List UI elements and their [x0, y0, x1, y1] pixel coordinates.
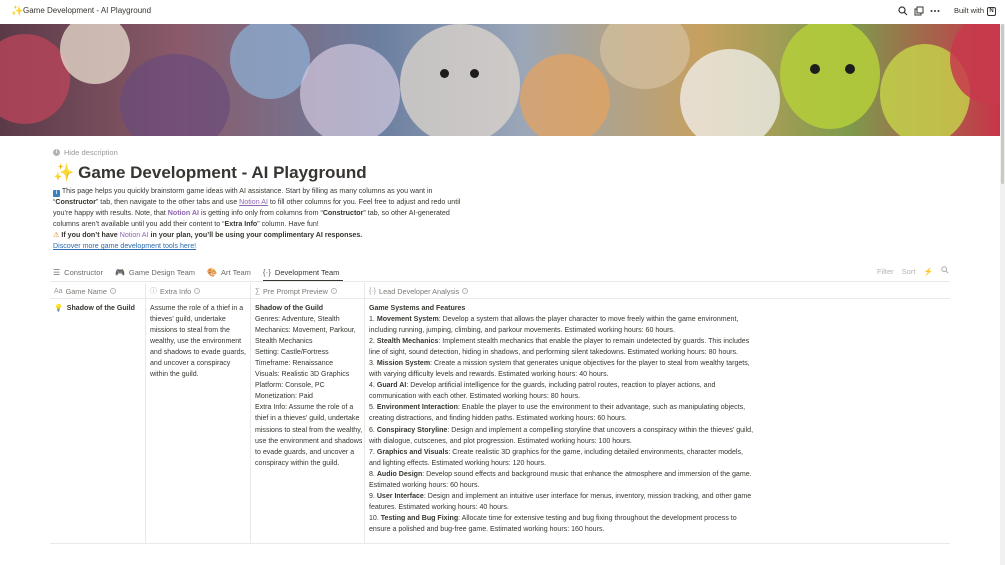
column-header-extra-info[interactable] — [146, 283, 250, 299]
column-header-lead-developer-analysis[interactable] — [365, 283, 665, 299]
description-text: This page helps you quickly brainstorm game ideas with AI assistance. Start by filling as many columns as you want in “ — [53, 187, 433, 206]
tab-art-team[interactable] — [207, 263, 253, 281]
sort-button[interactable]: Sort — [901, 266, 916, 276]
analysis-heading: Game Systems and Features — [369, 305, 466, 312]
description-text: ” column. Have fun! — [257, 220, 319, 228]
tabs-divider — [50, 281, 950, 282]
tab-constructor[interactable] — [53, 263, 105, 281]
discover-tools-link[interactable]: Discover more game development tools here! — [53, 242, 197, 250]
tab-game-design-team[interactable] — [115, 263, 197, 281]
description-paragraph — [53, 186, 463, 230]
analysis-item: 8. Audio Design: Develop sound effects and background music that enhance the atmosphere and immersion of the game. Estimated working hours: 60 hours. — [369, 470, 752, 489]
page-title[interactable] — [53, 163, 367, 183]
analysis-item: 5. Environment Interaction: Enable the player to use the environment to their advantage, such as manipulating objects, creating distractions, and finding hidden paths. Estimated working hours: 60 hours. — [369, 404, 746, 423]
notion-ai-mention: Notion AI — [119, 231, 149, 239]
lightbulb-icon: 💡 — [54, 305, 63, 312]
analysis-item: 10. Testing and Bug Fixing: Allocate time for extensive testing and bug fixing throughout the development process to ensure a polished and bug-free game. Estimated working hours: 160 hours. — [369, 514, 737, 533]
warning-text: in your plan, you’ll be using your complimentary AI responses. — [148, 231, 363, 239]
code-icon: {·} — [369, 287, 377, 295]
built-with-label: Built with — [954, 6, 985, 15]
built-with-button[interactable] — [950, 3, 1000, 19]
column-divider — [145, 283, 146, 544]
cell-game-name[interactable] — [54, 303, 144, 314]
palette-icon: 🎨 — [207, 267, 218, 277]
preview-timeframe: Timeframe: Renaissance — [255, 360, 334, 368]
notion-ai-mention: Notion AI — [167, 209, 200, 217]
tab-label: Constructor — [64, 267, 103, 277]
search-icon[interactable] — [941, 266, 949, 276]
preview-platform: Platform: Console, PC — [255, 382, 325, 390]
preview-extra-info: Extra Info: Assume the role of a thief in a thieves' guild, undertake missions to steal from the wealthy, use the environment and shadows to evade guards, and uncover a conspiracy within the guild. — [255, 404, 363, 467]
database-table — [50, 283, 950, 544]
row-divider — [50, 543, 950, 544]
preview-setting: Setting: Castle/Fortress — [255, 349, 329, 357]
analysis-item: 4. Guard AI: Develop artificial intelligence for the guards, including patrol routes, reaction to player actions, and communication with each other. Estimated working hours: 80 hours. — [369, 382, 716, 401]
tab-label: Game Design Team — [128, 267, 196, 277]
info-icon: i — [331, 288, 337, 294]
info-icon: i — [53, 149, 60, 156]
page-description — [53, 186, 463, 252]
column-label: Pre Prompt Preview — [263, 286, 328, 296]
analysis-item: 2. Stealth Mechanics: Implement stealth mechanics that enable the player to remain undetected by guards. This includes line of sight, sound detection, hiding in shadows, and performing silent takedowns. Estimated working hours: 80 hours. — [369, 338, 750, 357]
description-text: to fill other columns for you. Feel free to adjust and redo until you’re happy with results. Note, that — [53, 198, 461, 217]
info-icon: i — [194, 288, 200, 294]
description-bold: Extra Info — [224, 220, 258, 228]
sparkle-icon: ✨ — [53, 163, 75, 182]
analysis-item: 6. Conspiracy Storyline: Design and implement a compelling storyline that uncovers a conspiracy within the thieves' guild, with dialogue, cutscenes, and plot progression. Estimated working hours: 100 hours. — [369, 426, 754, 445]
analysis-item: 1. Movement System: Develop a system that allows the player character to move freely within the game environment, including running, jumping, climbing, and parkour movements. Estimated working hours: 60 hours. — [369, 316, 739, 335]
page-scrollbar[interactable] — [1000, 24, 1005, 565]
preview-title: Shadow of the Guild — [255, 305, 324, 312]
hide-description-label: Hide description — [64, 148, 118, 157]
text-property-icon: Aa — [54, 287, 63, 295]
column-divider — [250, 283, 251, 544]
code-icon: {·} — [262, 267, 271, 277]
notion-logo-icon: N — [987, 7, 996, 16]
notion-ai-link[interactable]: Notion AI — [239, 198, 268, 206]
tab-label: Development Team — [274, 267, 340, 277]
description-text: ” tab, so other AI-generated columns aren’t available until you add their content to “ — [53, 209, 450, 228]
hide-description-button[interactable] — [53, 148, 118, 157]
column-label: Game Name — [65, 286, 107, 296]
more-icon[interactable] — [929, 5, 941, 17]
database-toolbar — [877, 266, 949, 276]
description-text: is getting info only from columns from “ — [199, 209, 323, 217]
duplicate-icon[interactable] — [913, 5, 925, 17]
warning-text: If you don’t have — [61, 231, 120, 239]
formula-icon: ∑ — [255, 287, 260, 295]
tab-development-team[interactable] — [263, 263, 342, 281]
preview-visuals: Visuals: Realistic 3D Graphics — [255, 371, 350, 379]
scrollbar-thumb[interactable] — [1001, 24, 1004, 184]
cell-pre-prompt-preview[interactable] — [255, 303, 365, 469]
automation-icon[interactable]: ⚡ — [923, 266, 933, 276]
description-warning — [53, 230, 463, 241]
page-title-text: Game Development - AI Playground — [78, 163, 367, 182]
cell-extra-info[interactable]: Assume the role of a thief in a thieves' guild, undertake missions to steal from the wealthy, use the environment and shadows to evade guards, and uncover a conspiracy within the guild. — [150, 305, 246, 379]
tab-label: Art Team — [221, 267, 251, 277]
column-label: Lead Developer Analysis — [379, 286, 460, 296]
info-icon: i — [110, 288, 116, 294]
info-icon: i — [462, 288, 468, 294]
database-view-tabs — [53, 263, 341, 281]
preview-mechanics: Mechanics: Movement, Parkour, Stealth Mechanics — [255, 327, 356, 346]
cell-lead-developer-analysis[interactable] — [369, 303, 754, 535]
search-icon[interactable] — [897, 5, 909, 17]
table-header — [50, 283, 950, 299]
analysis-item: 9. User Interface: Design and implement an intuitive user interface for menus, inventory, mission tracking, and other game features. Estimated working hours: 40 hours. — [369, 492, 752, 511]
sliders-icon: ☰ — [53, 267, 61, 277]
game-name-text: Shadow of the Guild — [66, 305, 135, 312]
info-icon: i — [53, 190, 60, 197]
sparkle-icon: ✨ — [11, 6, 24, 17]
description-text: ” tab, then navigate to the other tabs and use — [95, 198, 240, 206]
info-icon: ⓘ — [150, 288, 157, 295]
description-bold: Constructor — [322, 209, 364, 217]
column-header-pre-prompt-preview[interactable] — [251, 283, 364, 299]
description-bold: Constructor — [55, 198, 96, 206]
analysis-item: 7. Graphics and Visuals: Create realistic 3D graphics for the game, including detailed environments, character models, and lighting effects. Estimated working hours: 120 hours. — [369, 448, 743, 467]
preview-monetization: Monetization: Paid — [255, 393, 313, 401]
breadcrumb-title[interactable]: Game Development - AI Playground — [23, 6, 152, 15]
preview-genres: Genres: Adventure, Stealth — [255, 316, 340, 324]
gamepad-icon: 🎮 — [114, 267, 125, 277]
column-label: Extra Info — [160, 286, 192, 296]
analysis-item: 3. Mission System: Create a mission system that generates unique objectives for the player to steal from wealthy targets, with varying difficulty levels and rewards. Estimated working hours: 40 hours. — [369, 360, 750, 379]
filter-button[interactable]: Filter — [877, 266, 894, 276]
cover-image — [0, 24, 1000, 136]
warning-icon: ⚠ — [53, 231, 60, 239]
top-bar — [0, 0, 1005, 24]
column-header-game-name[interactable] — [50, 283, 145, 299]
